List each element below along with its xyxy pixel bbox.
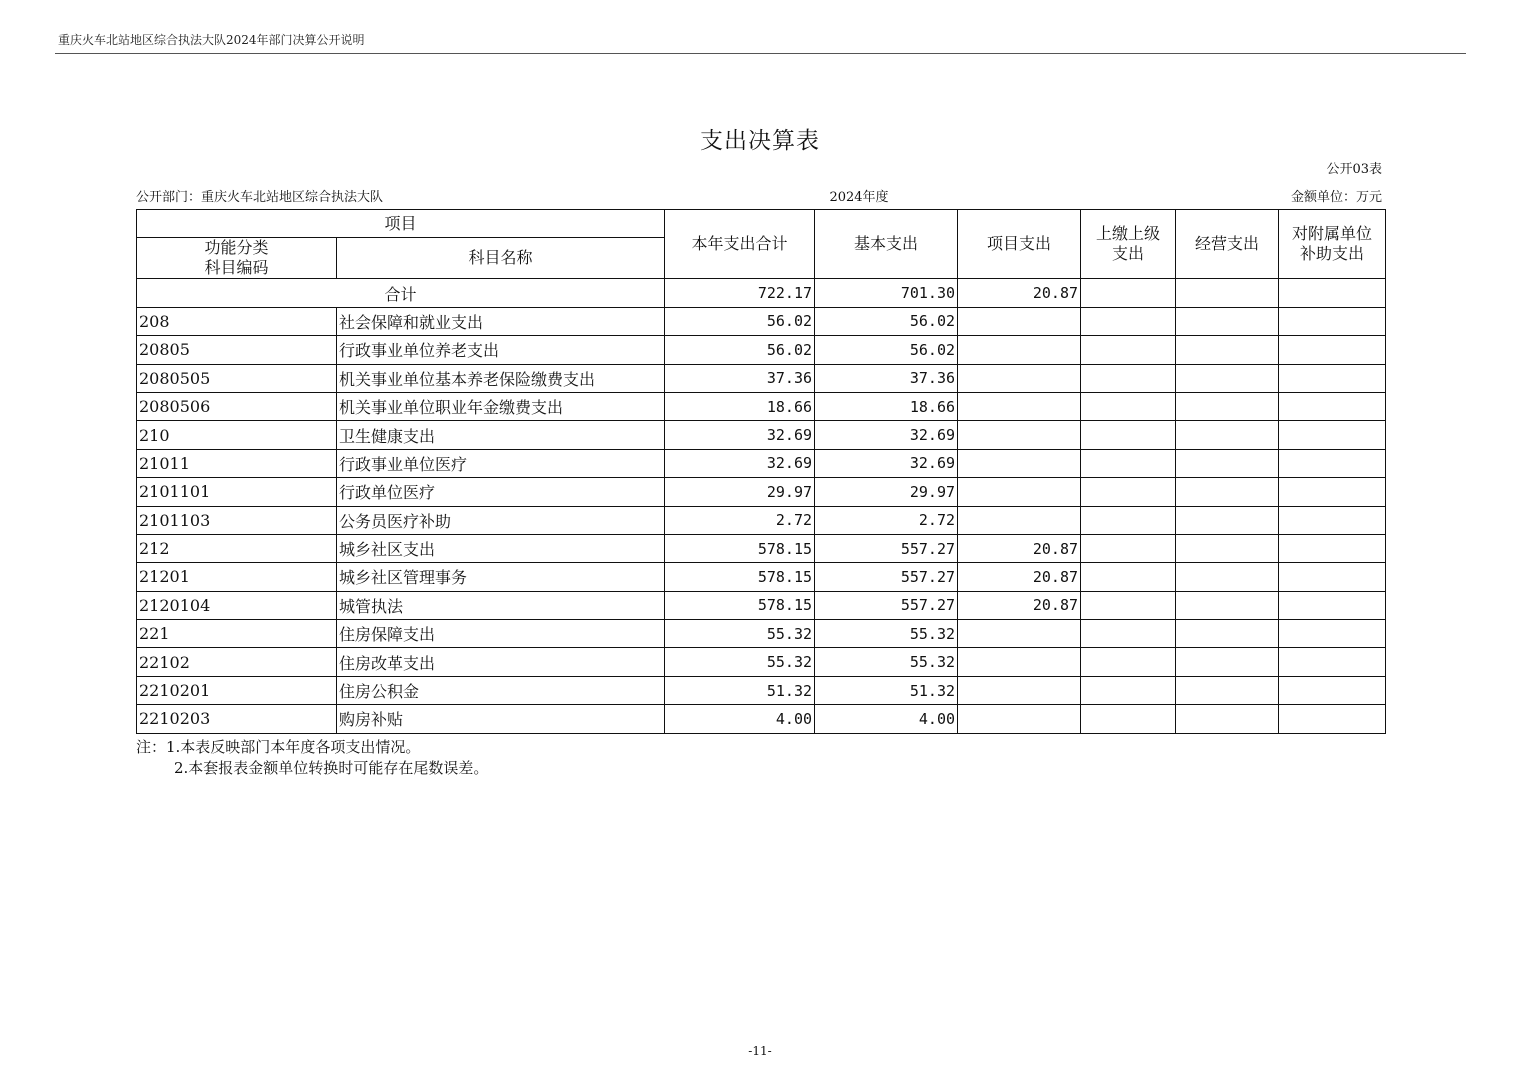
- cell-business: [1176, 563, 1279, 591]
- cell-project-expenditure: [958, 449, 1081, 477]
- cell-upper-level: [1081, 705, 1176, 733]
- cell-upper-level: [1081, 336, 1176, 364]
- cell-total: 29.97: [665, 478, 815, 506]
- cell-total: 37.36: [665, 364, 815, 392]
- cell-name: 住房保障支出: [337, 620, 665, 648]
- cell-subsidiary: [1279, 534, 1386, 562]
- cell-name: 住房改革支出: [337, 648, 665, 676]
- cell-name: 行政单位医疗: [337, 478, 665, 506]
- header-divider: [55, 53, 1466, 54]
- cell-name: 社会保障和就业支出: [337, 307, 665, 335]
- cell-project-expenditure: 20.87: [958, 534, 1081, 562]
- header-function-code: 功能分类 科目编码: [137, 238, 337, 279]
- cell-basic: 557.27: [815, 534, 958, 562]
- header-basic: 基本支出: [815, 210, 958, 279]
- cell-total: 56.02: [665, 336, 815, 364]
- total-row: [137, 279, 1386, 307]
- cell-total: 578.15: [665, 563, 815, 591]
- cell-subsidiary: [1279, 506, 1386, 534]
- table-row: [137, 478, 1386, 506]
- cell-code: 22102: [137, 648, 337, 676]
- table-row: [137, 392, 1386, 420]
- cell-basic: 55.32: [815, 620, 958, 648]
- cell-project-expenditure: [958, 705, 1081, 733]
- cell-name: 购房补贴: [337, 705, 665, 733]
- cell-subsidiary: [1279, 705, 1386, 733]
- cell-name: 城管执法: [337, 591, 665, 619]
- total-basic: 701.30: [815, 279, 958, 307]
- cell-total: 578.15: [665, 534, 815, 562]
- cell-project-expenditure: [958, 421, 1081, 449]
- cell-total: 2.72: [665, 506, 815, 534]
- cell-subsidiary: [1279, 421, 1386, 449]
- cell-business: [1176, 506, 1279, 534]
- table-row: [137, 620, 1386, 648]
- cell-basic: 29.97: [815, 478, 958, 506]
- cell-code: 21201: [137, 563, 337, 591]
- cell-basic: 2.72: [815, 506, 958, 534]
- table-row: [137, 534, 1386, 562]
- cell-business: [1176, 591, 1279, 619]
- cell-basic: 56.02: [815, 307, 958, 335]
- header-project: 项目: [137, 210, 665, 238]
- cell-code: 208: [137, 307, 337, 335]
- cell-subsidiary: [1279, 307, 1386, 335]
- cell-name: 城乡社区管理事务: [337, 563, 665, 591]
- cell-code: 2210203: [137, 705, 337, 733]
- cell-upper-level: [1081, 392, 1176, 420]
- cell-project-expenditure: [958, 478, 1081, 506]
- cell-subsidiary: [1279, 563, 1386, 591]
- table-row: [137, 591, 1386, 619]
- total-subsidiary: [1279, 279, 1386, 307]
- cell-code: 2210201: [137, 676, 337, 704]
- cell-upper-level: [1081, 478, 1176, 506]
- cell-project-expenditure: [958, 676, 1081, 704]
- cell-total: 55.32: [665, 620, 815, 648]
- cell-code: 20805: [137, 336, 337, 364]
- cell-project-expenditure: [958, 336, 1081, 364]
- cell-name: 住房公积金: [337, 676, 665, 704]
- cell-business: [1176, 336, 1279, 364]
- cell-name: 公务员医疗补助: [337, 506, 665, 534]
- cell-business: [1176, 421, 1279, 449]
- cell-total: 32.69: [665, 449, 815, 477]
- table-row: [137, 336, 1386, 364]
- cell-code: 2080505: [137, 364, 337, 392]
- note-2: 2.本套报表金额单位转换时可能存在尾数误差。: [174, 759, 489, 777]
- cell-upper-level: [1081, 364, 1176, 392]
- cell-upper-level: [1081, 506, 1176, 534]
- table-notes: [136, 737, 488, 779]
- cell-business: [1176, 364, 1279, 392]
- table-row: [137, 364, 1386, 392]
- cell-name: 行政事业单位医疗: [337, 449, 665, 477]
- cell-project-expenditure: [958, 392, 1081, 420]
- header-business: 经营支出: [1176, 210, 1279, 279]
- cell-name: 行政事业单位养老支出: [337, 336, 665, 364]
- cell-name: 机关事业单位基本养老保险缴费支出: [337, 364, 665, 392]
- cell-subsidiary: [1279, 676, 1386, 704]
- table-row: [137, 449, 1386, 477]
- department-label: 公开部门：重庆火车北站地区综合执法大队: [136, 190, 384, 205]
- cell-code: 2101101: [137, 478, 337, 506]
- cell-total: 4.00: [665, 705, 815, 733]
- cell-basic: 32.69: [815, 421, 958, 449]
- cell-basic: 4.00: [815, 705, 958, 733]
- table-row: [137, 563, 1386, 591]
- cell-basic: 56.02: [815, 336, 958, 364]
- cell-subsidiary: [1279, 478, 1386, 506]
- cell-basic: 18.66: [815, 392, 958, 420]
- page-number: -11-: [748, 1044, 772, 1058]
- cell-total: 18.66: [665, 392, 815, 420]
- cell-upper-level: [1081, 534, 1176, 562]
- header-total: 本年支出合计: [665, 210, 815, 279]
- total-business: [1176, 279, 1279, 307]
- table-row: [137, 506, 1386, 534]
- cell-upper-level: [1081, 620, 1176, 648]
- expenditure-table: [136, 209, 1386, 734]
- cell-upper-level: [1081, 563, 1176, 591]
- table-number: 公开03表: [1326, 162, 1382, 177]
- cell-subsidiary: [1279, 648, 1386, 676]
- cell-business: [1176, 449, 1279, 477]
- total-project-expenditure: 20.87: [958, 279, 1081, 307]
- table-row: [137, 307, 1386, 335]
- header-subject-name: 科目名称: [337, 238, 665, 279]
- cell-upper-level: [1081, 648, 1176, 676]
- cell-upper-level: [1081, 449, 1176, 477]
- cell-code: 21011: [137, 449, 337, 477]
- currency-unit-label: 金额单位：万元: [1290, 190, 1382, 205]
- total-amount: 722.17: [665, 279, 815, 307]
- cell-project-expenditure: 20.87: [958, 563, 1081, 591]
- header-subsidiary: 对附属单位 补助支出: [1279, 210, 1386, 279]
- cell-subsidiary: [1279, 591, 1386, 619]
- cell-project-expenditure: 20.87: [958, 591, 1081, 619]
- cell-project-expenditure: [958, 506, 1081, 534]
- header-project-expenditure: 项目支出: [958, 210, 1081, 279]
- cell-project-expenditure: [958, 620, 1081, 648]
- cell-subsidiary: [1279, 336, 1386, 364]
- cell-project-expenditure: [958, 364, 1081, 392]
- cell-upper-level: [1081, 591, 1176, 619]
- total-upper-level: [1081, 279, 1176, 307]
- cell-code: 212: [137, 534, 337, 562]
- cell-project-expenditure: [958, 648, 1081, 676]
- cell-upper-level: [1081, 676, 1176, 704]
- cell-business: [1176, 676, 1279, 704]
- table-row: [137, 676, 1386, 704]
- cell-total: 56.02: [665, 307, 815, 335]
- cell-upper-level: [1081, 421, 1176, 449]
- cell-total: 55.32: [665, 648, 815, 676]
- cell-business: [1176, 705, 1279, 733]
- cell-name: 机关事业单位职业年金缴费支出: [337, 392, 665, 420]
- cell-basic: 32.69: [815, 449, 958, 477]
- cell-business: [1176, 392, 1279, 420]
- cell-basic: 37.36: [815, 364, 958, 392]
- cell-basic: 55.32: [815, 648, 958, 676]
- cell-total: 578.15: [665, 591, 815, 619]
- cell-basic: 557.27: [815, 563, 958, 591]
- cell-subsidiary: [1279, 449, 1386, 477]
- cell-basic: 51.32: [815, 676, 958, 704]
- cell-business: [1176, 620, 1279, 648]
- cell-total: 51.32: [665, 676, 815, 704]
- cell-subsidiary: [1279, 364, 1386, 392]
- running-header: 重庆火车北站地区综合执法大队2024年部门决算公开说明: [58, 33, 365, 47]
- fiscal-year-label: 2024年度: [829, 190, 889, 205]
- cell-name: 卫生健康支出: [337, 421, 665, 449]
- table-row: [137, 421, 1386, 449]
- cell-code: 210: [137, 421, 337, 449]
- cell-business: [1176, 534, 1279, 562]
- cell-business: [1176, 307, 1279, 335]
- table-row: [137, 648, 1386, 676]
- cell-name: 城乡社区支出: [337, 534, 665, 562]
- cell-project-expenditure: [958, 307, 1081, 335]
- cell-code: 2080506: [137, 392, 337, 420]
- table-meta: [136, 186, 1382, 204]
- table-row: [137, 705, 1386, 733]
- header-upper-level: 上缴上级 支出: [1081, 210, 1176, 279]
- cell-code: 2101103: [137, 506, 337, 534]
- cell-business: [1176, 648, 1279, 676]
- cell-subsidiary: [1279, 392, 1386, 420]
- cell-code: 221: [137, 620, 337, 648]
- note-1: 注：1.本表反映部门本年度各项支出情况。: [136, 738, 421, 756]
- cell-subsidiary: [1279, 620, 1386, 648]
- table-title: 支出决算表: [700, 128, 820, 154]
- total-label: 合计: [137, 279, 665, 307]
- cell-upper-level: [1081, 307, 1176, 335]
- cell-total: 32.69: [665, 421, 815, 449]
- cell-basic: 557.27: [815, 591, 958, 619]
- cell-business: [1176, 478, 1279, 506]
- cell-code: 2120104: [137, 591, 337, 619]
